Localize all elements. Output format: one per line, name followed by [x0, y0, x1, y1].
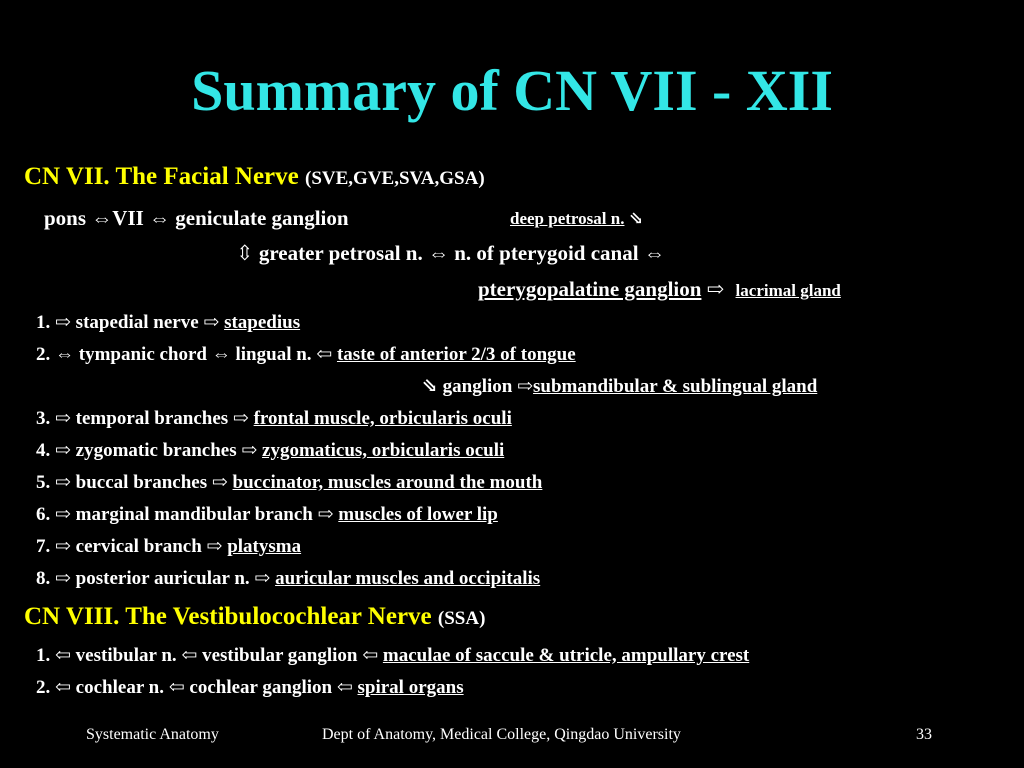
cn7-item-text: 2. ⇔ tympanic chord ⇔ lingual n. ⇦ — [36, 344, 337, 365]
cn8-item-text: 1. ⇦ vestibular n. ⇦ vestibular ganglion ⇦ — [36, 645, 383, 666]
cn7-heading-text: CN VII. The Facial Nerve — [24, 163, 299, 190]
lacrimal-gland: lacrimal gland — [735, 281, 841, 300]
cn7-tag: (SVE,GVE,SVA,GSA) — [305, 168, 485, 189]
cn7-item-2-ganglion — [422, 375, 817, 399]
cn7-item-3 — [36, 407, 512, 431]
cn7-item-target: platysma — [227, 536, 302, 557]
cn7-item-7 — [36, 535, 301, 559]
cn7-item-4 — [36, 439, 504, 463]
cn7-path1: pons ⇔VII ⇔ geniculate ganglion — [44, 206, 349, 230]
cn7-path-line-3 — [478, 276, 841, 304]
cn8-item-2 — [36, 676, 464, 700]
cn7-item-text: 6. ⇨ marginal mandibular branch ⇨ — [36, 504, 339, 525]
cn7-item-text: 7. ⇨ cervical branch ⇨ — [36, 536, 228, 557]
cn7-item-6 — [36, 503, 498, 527]
cn7-item-8 — [36, 567, 540, 591]
pterygopalatine-ganglion: pterygopalatine ganglion — [478, 277, 702, 301]
cn7-item-target: zygomaticus, orbicularis oculi — [262, 440, 505, 461]
cn8-item-1 — [36, 644, 749, 668]
down-right-arrow-icon: ⇘ — [629, 209, 644, 228]
cn7-item-target: submandibular & sublingual gland — [533, 376, 818, 397]
cn7-item-target: taste of anterior 2/3 of tongue — [336, 344, 576, 365]
right-arrow-icon: ⇨ — [706, 277, 725, 301]
cn7-path-line-2: ⇳ greater petrosal n. ⇔ n. of pterygoid canal ⇔ — [236, 241, 665, 265]
cn8-item-target: spiral organs — [357, 677, 464, 698]
cn7-item-5 — [36, 471, 542, 495]
cn7-item-text: 5. ⇨ buccal branches ⇨ — [36, 472, 233, 493]
cn7-item-target: muscles of lower lip — [338, 504, 498, 525]
cn7-heading — [24, 162, 485, 194]
cn7-item-text: ⇘ ganglion ⇨ — [422, 376, 534, 397]
cn7-item-target: auricular muscles and occipitalis — [275, 568, 541, 589]
cn7-item-text: 3. ⇨ temporal branches ⇨ — [36, 408, 254, 429]
cn7-item-1 — [36, 311, 300, 335]
cn8-tag: (SSA) — [437, 608, 486, 629]
page-number: 33 — [916, 726, 932, 743]
cn7-item-2 — [36, 343, 576, 367]
cn7-deep-petrosal — [510, 207, 643, 231]
cn7-item-target: frontal muscle, orbicularis oculi — [253, 408, 512, 429]
slide-title: Summary of CN VII - XII — [191, 58, 833, 123]
cn8-heading-text: CN VIII. The Vestibulocochlear Nerve — [24, 603, 432, 630]
footer-center: Dept of Anatomy, Medical College, Qingdao University — [322, 726, 681, 743]
cn7-item-text: 4. ⇨ zygomatic branches ⇨ — [36, 440, 263, 461]
cn7-path-line-1 — [44, 205, 349, 231]
cn7-item-text: 1. ⇨ stapedial nerve ⇨ — [36, 312, 225, 333]
cn8-item-target: maculae of saccule & utricle, ampullary crest — [382, 645, 750, 666]
cn8-item-text: 2. ⇦ cochlear n. ⇦ cochlear ganglion ⇦ — [36, 677, 358, 698]
cn7-path1-branch: deep petrosal n. — [510, 209, 625, 228]
cn7-item-text: 8. ⇨ posterior auricular n. ⇨ — [36, 568, 276, 589]
cn7-item-target: buccinator, muscles around the mouth — [232, 472, 543, 493]
cn8-heading — [24, 602, 485, 634]
cn7-item-target: stapedius — [224, 312, 301, 333]
footer-left: Systematic Anatomy — [86, 726, 219, 743]
